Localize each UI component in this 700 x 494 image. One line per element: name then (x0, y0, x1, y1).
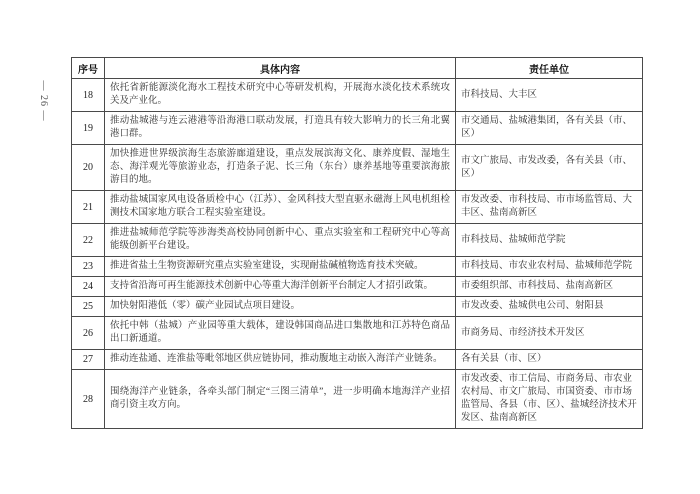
header-content: 具体内容 (105, 58, 456, 79)
table-row (72, 370, 643, 429)
row-content: 加快射阳港低（零）碳产业园试点项目建设。 (105, 297, 456, 317)
row-serial-number: 20 (72, 145, 105, 191)
row-serial-number: 26 (72, 317, 105, 350)
row-responsible-unit: 市交通局、盐城港集团，各有关县（市、区） (456, 112, 643, 145)
row-serial-number: 24 (72, 277, 105, 297)
row-serial-number: 27 (72, 350, 105, 370)
row-responsible-unit: 各有关县（市、区） (456, 350, 643, 370)
row-content: 推动盐城港与连云港港等沿海港口联动发展，打造具有较大影响力的长三角北翼港口群。 (105, 112, 456, 145)
table-row (72, 297, 643, 317)
row-serial-number: 19 (72, 112, 105, 145)
row-serial-number: 23 (72, 257, 105, 277)
table-row (72, 79, 643, 112)
row-responsible-unit: 市文广旅局、市发改委，各有关县（市、区） (456, 145, 643, 191)
table-row (72, 224, 643, 257)
row-responsible-unit: 市商务局、市经济技术开发区 (456, 317, 643, 350)
row-content: 推动盐城国家风电设备质检中心（江苏）、金风科技大型直驱永磁海上风电机组检测技术国家地方联合工程实验室建设。 (105, 191, 456, 224)
row-content: 依托中韩（盐城）产业园等重大载体，建设韩国商品进口集散地和江苏特色商品出口新通道。 (105, 317, 456, 350)
table-row (72, 191, 643, 224)
row-responsible-unit: 市科技局、盐城师范学院 (456, 224, 643, 257)
row-serial-number: 22 (72, 224, 105, 257)
header-responsible-unit: 责任单位 (456, 58, 643, 79)
row-responsible-unit: 市科技局、市农业农村局、盐城师范学院 (456, 257, 643, 277)
header-serial-number: 序号 (72, 58, 105, 79)
table-row (72, 112, 643, 145)
row-content: 推进盐城师范学院等涉海类高校协同创新中心、重点实验室和工程研究中心等高能级创新平台建设。 (105, 224, 456, 257)
table-row (72, 145, 643, 191)
page-number: — 26 — (38, 80, 49, 122)
row-serial-number: 28 (72, 370, 105, 429)
row-responsible-unit: 市发改委、盐城供电公司、射阳县 (456, 297, 643, 317)
row-serial-number: 21 (72, 191, 105, 224)
table-body (72, 79, 643, 429)
row-content: 加快推进世界级滨海生态旅游廊道建设，重点发展滨海文化、康养度假、湿地生态、海洋观光等旅游业态，打造条子泥、长三角（东台）康养基地等重要滨海旅游目的地。 (105, 145, 456, 191)
row-content: 推动连盐通、连淮盐等毗邻地区供应链协同，推动腹地主动嵌入海洋产业链条。 (105, 350, 456, 370)
row-serial-number: 25 (72, 297, 105, 317)
table-row (72, 350, 643, 370)
row-responsible-unit: 市委组织部、市科技局、盐南高新区 (456, 277, 643, 297)
table-header-row (72, 58, 643, 79)
row-serial-number: 18 (72, 79, 105, 112)
row-responsible-unit: 市发改委、市工信局、市商务局、市农业农村局、市文广旅局、市国资委、市市场监管局、各县（市、区）、盐城经济技术开发区、盐南高新区 (456, 370, 643, 429)
row-content: 围绕海洋产业链条，各牵头部门制定“三图三清单”，进一步明确本地海洋产业招商引资主攻方向。 (105, 370, 456, 429)
task-table (71, 57, 643, 429)
row-responsible-unit: 市科技局、大丰区 (456, 79, 643, 112)
table-row (72, 277, 643, 297)
row-content: 推进省盐土生物资源研究重点实验室建设，实现耐盐碱植物选育技术突破。 (105, 257, 456, 277)
table-row (72, 257, 643, 277)
row-responsible-unit: 市发改委、市科技局、市市场监管局、大丰区、盐南高新区 (456, 191, 643, 224)
row-content: 支持省沿海可再生能源技术创新中心等重大海洋创新平台制定人才招引政策。 (105, 277, 456, 297)
row-content: 依托省新能源淡化海水工程技术研究中心等研发机构，开展海水淡化技术系统攻关及产业化。 (105, 79, 456, 112)
table-row (72, 317, 643, 350)
